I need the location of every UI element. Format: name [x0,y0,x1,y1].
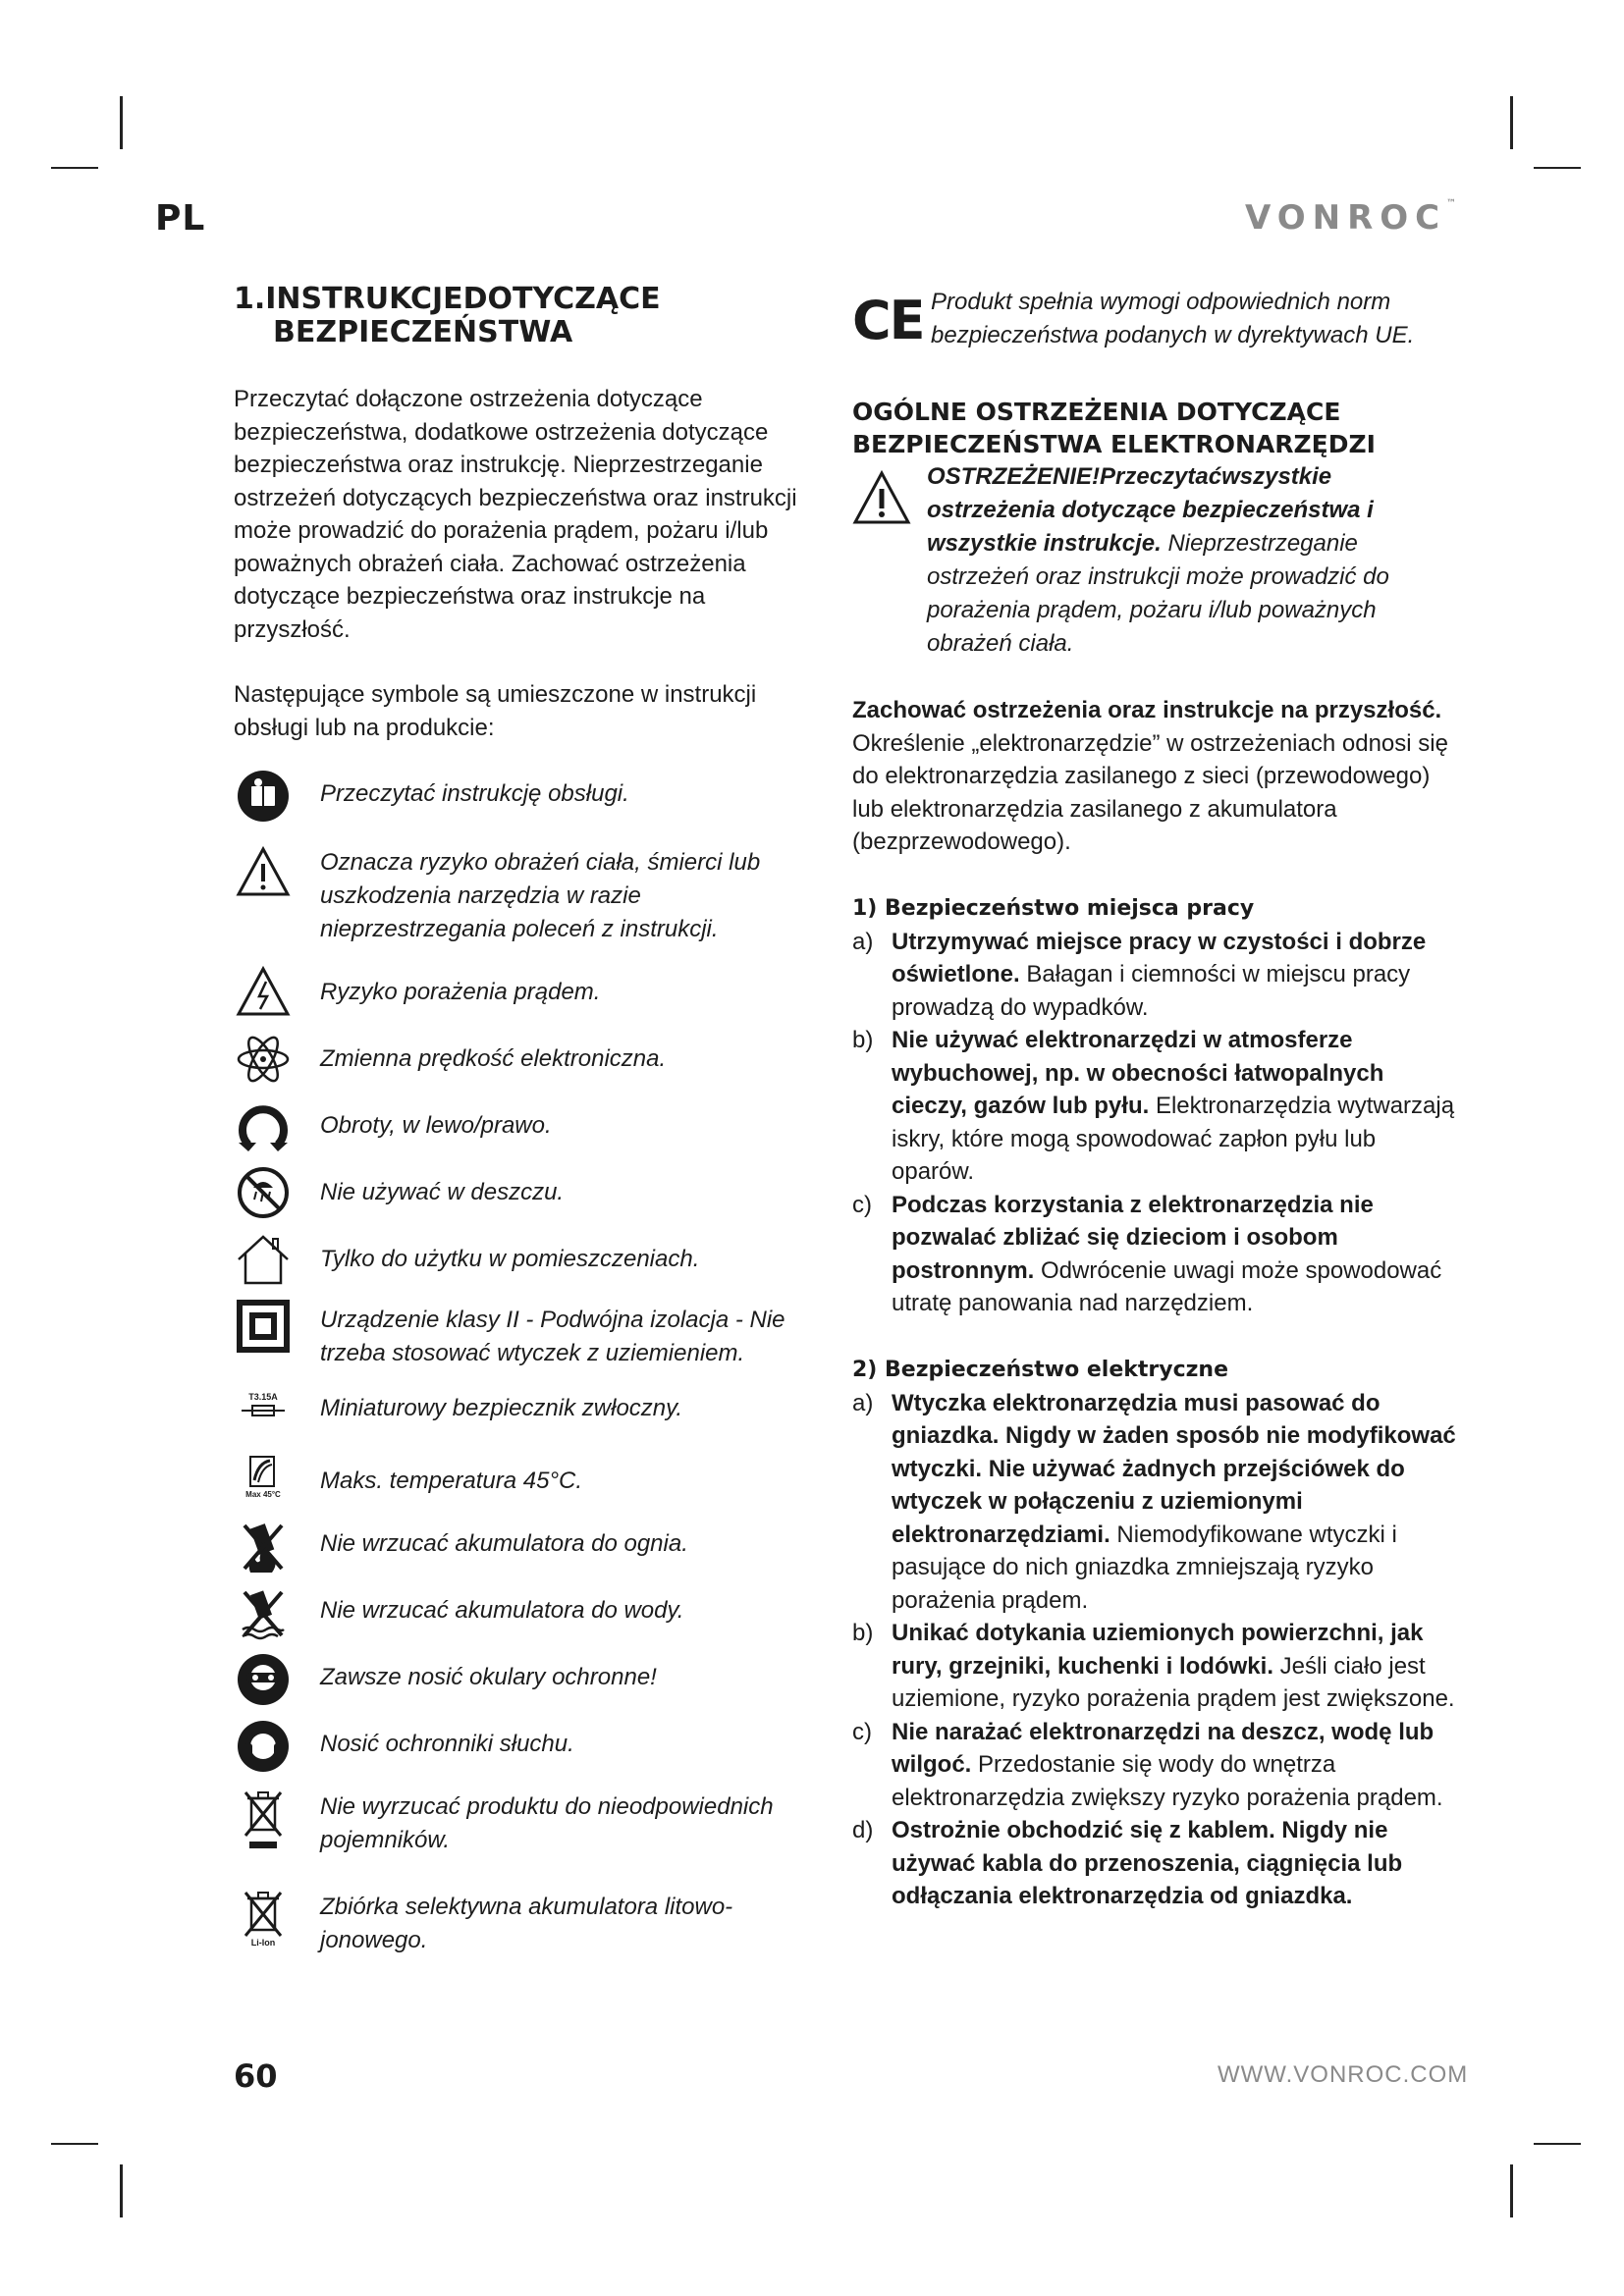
symbol-row [234,1520,823,1586]
symbol-description: Ryzyko porażenia prądem. [320,979,601,1005]
crop-mark [1510,2164,1513,2217]
symbol-row [234,1720,823,1789]
item-text: Elektronarzędzia wytwarzają iskry, które mogą spowodować zapłon pyłu lub oparów. [892,1093,1455,1185]
symbol-row [234,1390,823,1455]
symbol-description: Zbiórka selektywna akumulatora litowo-jonowego. [320,1894,733,1953]
crop-mark [1534,167,1581,169]
section-electrical-title: 2) Bezpieczeństwo elektryczne [852,1357,1229,1382]
symbol-description: Przeczytać instrukcję obsługi. [320,780,629,807]
no-water-battery-icon [234,1586,293,1641]
warning-triangle-icon [852,460,927,530]
symbol-row [234,1166,823,1233]
crop-mark [51,167,98,169]
fuse-icon [234,1390,293,1418]
symbol-description: Urządzenie klasy II - Podwójna izolacja - Nie trzeba stosować wtyczek z uziemieniem. [320,1307,785,1366]
list-item [852,1716,1461,1815]
crop-mark [51,2143,98,2145]
symbol-row [234,1789,823,1889]
ear-protection-icon [234,1720,293,1773]
symbol-description: Miniaturowy bezpiecznik zwłoczny. [320,1395,683,1421]
item-bold: Ostrożnie obchodzić się z kablem. Nigdy nie używać kabla do przenoszenia, ciągnięcia lub odłączania elektronarzędzia od gniazdka. [892,1817,1403,1909]
list-item [852,1189,1461,1320]
symbol-row [234,770,823,836]
list-item [852,1617,1461,1716]
item-bold: Utrzymywać miejsce pracy w czystości i dobrze oświetlone. [892,928,1427,988]
section-work-area-title: 1) Bezpieczeństwo miejsca pracy [852,895,1255,921]
item-text: Niemodyfikowane wtyczki i pasujące do nich gniazdka zmniejszają ryzyko porażenia prądem. [892,1521,1397,1614]
list-item [852,1024,1461,1189]
ce-mark-icon: CE [852,290,924,351]
item-letter: d) [852,1817,874,1843]
symbol-description: Nie wrzucać akumulatora do ognia. [320,1530,688,1557]
crop-mark [1510,96,1513,149]
symbol-description: Obroty, w lewo/prawo. [320,1112,552,1139]
read-manual-icon [234,770,293,823]
item-text: Jeśli ciało jest uziemione, ryzyko porażenia prądem jest zwiększone. [892,1652,1455,1712]
symbol-row [234,1033,823,1099]
item-letter: a) [852,928,874,955]
symbol-description: Oznacza ryzyko obrażeń ciała, śmierci lub uszkodzenia narzędzia w razie nieprzestrzegania poleceń z instrukcji. [320,849,761,942]
list-item [852,1387,1461,1618]
section-title [234,283,823,349]
li-ion-label: Li-Ion [250,1938,276,1948]
section-title-line2: BEZPIECZEŃSTWA [273,315,573,349]
max-temperature-label: Max 45°C [245,1490,281,1499]
item-letter: a) [852,1389,874,1416]
warning-bold: OSTRZEŻENIE!Przeczytaćwszystkie ostrzeżenia dotyczące bezpieczeństwa i wszystkie instrukcje. [927,463,1374,557]
max-temperature-icon [234,1455,293,1500]
safety-intro: Przeczytać dołączone ostrzeżenia dotyczące bezpieczeństwa, dodatkowe ostrzeżenia dotyczące bezpieczeństwa oraz instrukcję. Nieprzestrzeganie ostrzeżeń dotyczących bezpieczeństwa oraz instrukcji może prowadzić do porażenia prądem, pożaru i/lub poważnych obrażeń ciała. Zachować ostrzeżenia dotyczące bezpieczeństwa oraz instrukcje na przyszłość. [234,386,797,643]
symbol-row [234,1099,823,1166]
electronic-speed-icon [234,1033,293,1086]
symbol-row [234,1300,823,1384]
symbol-row [234,1586,823,1653]
symbol-row [234,1889,823,1957]
ce-conformity [852,283,1461,352]
language-code: PL [155,198,206,239]
item-bold: Nie używać elektronarzędzi w atmosferze wybuchowej, np. w obecności łatwopalnych cieczy, gazów lub pyłu. [892,1027,1384,1119]
symbol-description: Nie wrzucać akumulatora do wody. [320,1597,684,1624]
indoor-use-icon [234,1233,293,1286]
general-warning [852,460,1461,661]
crop-mark [120,96,123,149]
symbol-description: Maks. temperatura 45°C. [320,1468,583,1494]
item-bold: Podczas korzystania z elektronarzędzia nie pozwalać zbliżać się dzieciom i osobom postronnym. [892,1191,1374,1284]
item-bold: Unikać dotykania uziemionych powierzchni, jak rury, grzejniki, kuchenki i lodówki. [892,1620,1424,1680]
item-letter: b) [852,1027,874,1053]
class-ii-icon [234,1300,293,1353]
brand-logo: VONROC™ [1245,198,1457,238]
keep-instructions [852,694,1461,859]
right-column [852,283,1461,1913]
fuse-label: T3.15A [248,1392,278,1402]
symbol-row [234,966,823,1033]
item-text: Odwrócenie uwagi może spowodować utratę panowania nad narzędziem. [892,1256,1442,1316]
electric-shock-icon [234,966,293,1017]
page-number: 60 [234,2057,278,2095]
symbol-description: Tylko do użytku w pomieszczeniach. [320,1246,700,1272]
item-letter: b) [852,1620,874,1646]
symbol-description: Zmienna prędkość elektroniczna. [320,1045,667,1072]
symbol-description: Nie wyrzucać produktu do nieodpowiednich pojemników. [320,1793,774,1853]
symbol-list [234,770,823,1957]
item-letter: c) [852,1191,872,1218]
li-ion-recycling-icon [234,1889,293,1949]
item-bold: Wtyczka elektronarzędzia musi pasować do gniazdka. Nigdy w żaden sposób nie modyfikować wtyczki. Nie używać żadnych przejściówek do wtyczek w połączeniu z uziemionymi elektronarzędziami. [892,1389,1456,1548]
symbol-description: Zawsze nosić okulary ochronne! [320,1664,657,1690]
crop-mark [1534,2143,1581,2145]
item-text: Przedostanie się wody do wnętrza elektronarzędzia zwiększy ryzyko porażenia prądem. [892,1751,1443,1811]
item-bold: Nie narażać elektronarzędzi na deszcz, wodę lub wilgoć. [892,1718,1435,1778]
symbol-description: Nie używać w deszczu. [320,1179,565,1205]
section-title-line1: 1.INSTRUKCJEDOTYCZĄCE [234,282,661,316]
keep-bold: Zachować ostrzeżenia oraz instrukcje na przyszłość. [852,697,1442,723]
symbol-row [234,1653,823,1720]
item-text: Bałagan i ciemności w miejscu pracy prowadzą do wypadków. [892,961,1411,1021]
symbol-row [234,1233,823,1300]
rotation-icon [234,1099,293,1152]
keep-text: Określenie „elektronarzędzie” w ostrzeżeniach odnosi się do elektronarzędzia zasilanego z sieci (przewodowego) lub elektronarzędzia zasilanego z akumulatora (bezprzewodowego). [852,729,1448,855]
symbol-description: Nosić ochronniki słuchu. [320,1731,574,1757]
warning-triangle-icon [234,846,293,897]
item-letter: c) [852,1718,872,1745]
no-rain-icon [234,1166,293,1219]
symbol-row [234,1455,823,1520]
no-fire-battery-icon [234,1520,293,1575]
crop-mark [120,2164,123,2217]
footer-url[interactable]: WWW.VONROC.COM [1218,2061,1469,2088]
ce-text: Produkt spełnia wymogi odpowiednich norm bezpieczeństwa podanych w dyrektywach UE. [931,289,1415,348]
list-item [852,1814,1461,1913]
symbols-intro: Następujące symbole są umieszczone w instrukcji obsługi lub na produkcie: [234,681,757,741]
symbol-row [234,846,823,962]
warning-text: Nieprzestrzeganie ostrzeżeń oraz instrukcji może prowadzić do porażenia prądem, pożaru i/lub poważnych obrażeń ciała. [927,530,1389,657]
list-item [852,926,1461,1025]
weee-bin-icon [234,1789,293,1851]
left-column [234,283,823,1957]
general-warnings-title: OGÓLNE OSTRZEŻENIA DOTYCZĄCE BEZPIECZEŃSTWA ELEKTRONARZĘDZI [852,398,1376,458]
brand-name: VONROC [1245,198,1447,238]
safety-goggles-icon [234,1653,293,1706]
